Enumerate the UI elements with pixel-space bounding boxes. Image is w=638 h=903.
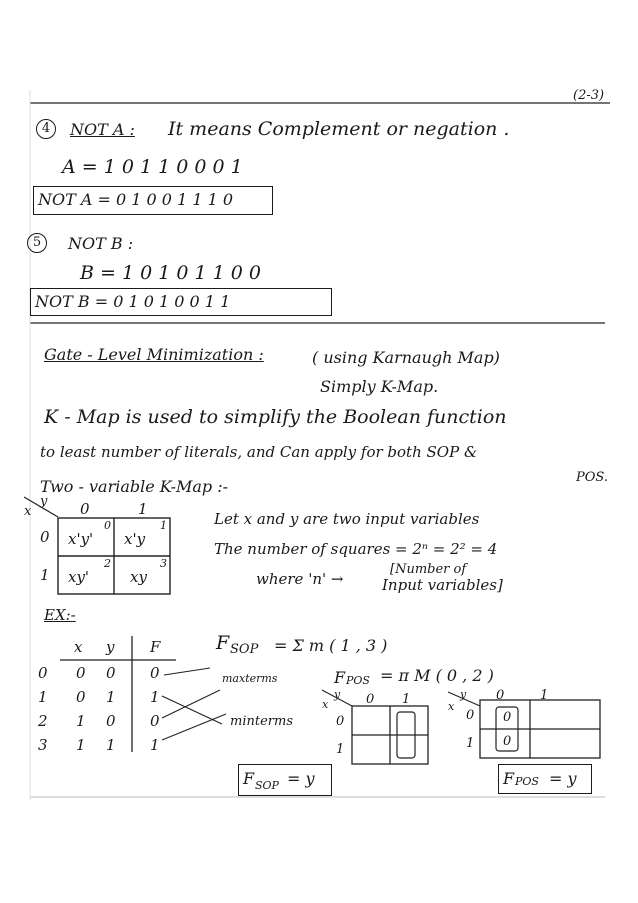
kmap-row-1: 1: [40, 566, 50, 584]
pos-kmap-x: x: [448, 700, 455, 713]
fpos-sub: POS: [346, 674, 370, 687]
row-index-0: 0: [38, 664, 48, 682]
pos-kmap-y: y: [460, 688, 467, 701]
row-1-x: 0: [76, 688, 86, 706]
kmap-cell-3: xy: [130, 568, 147, 586]
sop-kmap-x: x: [322, 698, 329, 711]
example-label: EX:-: [44, 606, 76, 624]
not-b-result: NOT B = 0 1 0 1 0 0 1 1: [35, 292, 231, 311]
intro-line-2: to least number of literals, and Can apply for both SOP &: [40, 443, 478, 461]
not-a-label: NOT A :: [70, 120, 135, 139]
table-header-f: F: [150, 638, 161, 656]
row-index-3: 3: [38, 736, 48, 754]
row-1-y: 1: [106, 688, 116, 706]
row-2-y: 0: [106, 712, 116, 730]
pos-kmap-col-0: 0: [496, 688, 505, 703]
sop-kmap-row-1: 1: [336, 742, 345, 757]
row-0-y: 0: [106, 664, 116, 682]
kmap-cell-1: x'y: [124, 530, 146, 548]
pos-cell-2: 0: [503, 734, 512, 749]
not-b-label: NOT B :: [68, 234, 134, 253]
fpos-result-box: [498, 764, 592, 794]
kmap-cell-index-1: 1: [160, 519, 167, 532]
page-number: (2-3): [573, 88, 605, 103]
sop-kmap-col-0: 0: [366, 692, 375, 707]
kmap-corner-y: y: [40, 494, 48, 509]
fpos-result-f: F: [503, 769, 515, 788]
bracket-line-2: Input variables]: [382, 576, 503, 594]
table-header-y: y: [106, 638, 115, 656]
kmap-cell-index-3: 3: [160, 557, 167, 570]
row-3-y: 1: [106, 736, 116, 754]
a-equation: A = 1 0 1 1 0 0 0 1: [62, 156, 243, 178]
row-0-x: 0: [76, 664, 86, 682]
fpos-rhs: = π M ( 0 , 2 ): [380, 666, 494, 685]
maxterms-label: maxterms: [222, 672, 278, 685]
fsop-result-rhs: = y: [287, 769, 315, 788]
two-variable-heading: Two - variable K-Map :-: [40, 477, 229, 496]
simply-kmap: Simply K-Map.: [320, 377, 439, 396]
squares-line: The number of squares = 2ⁿ = 2² = 4: [214, 540, 498, 558]
kmap-cell-index-0: 0: [104, 519, 111, 532]
pos-kmap-row-0: 0: [466, 708, 475, 723]
kmap-cell-index-2: 2: [104, 557, 111, 570]
pos-cell-0: 0: [503, 710, 512, 725]
intro-line-3: POS.: [576, 470, 608, 485]
table-header-x: x: [74, 638, 83, 656]
kmap-row-0: 0: [40, 528, 50, 546]
fsop-rhs: = Σ m ( 1 , 3 ): [274, 636, 388, 655]
not-a-description: It means Complement or negation .: [168, 118, 510, 140]
sop-kmap-row-0: 0: [336, 714, 345, 729]
fpos-result-sub: POS: [515, 775, 539, 788]
fsop-result-box: [238, 764, 332, 796]
kmap-col-1: 1: [138, 500, 148, 518]
fpos-f: F: [334, 668, 346, 687]
row-2-f: 0: [150, 712, 160, 730]
kmap-cell-0: x'y': [68, 530, 94, 548]
row-3-x: 1: [76, 736, 86, 754]
row-1-f: 1: [150, 688, 160, 706]
item-number-4: 4: [36, 119, 56, 139]
kmap-cell-2: xy': [68, 568, 90, 586]
row-index-1: 1: [38, 688, 48, 706]
row-0-f: 0: [150, 664, 160, 682]
where-line: where 'n' →: [256, 570, 344, 588]
fsop-f: F: [216, 632, 230, 654]
kmap-col-0: 0: [80, 500, 90, 518]
row-3-f: 1: [150, 736, 160, 754]
minterms-label: minterms: [230, 714, 293, 729]
gate-level-title: Gate - Level Minimization :: [44, 345, 264, 364]
intro-line-1: K - Map is used to simplify the Boolean function: [44, 406, 507, 428]
let-line: Let x and y are two input variables: [214, 510, 480, 528]
karnaugh-paren: ( using Karnaugh Map): [312, 348, 500, 367]
fpos-result-rhs: = y: [549, 769, 577, 788]
b-equation: B = 1 0 1 0 1 1 0 0: [80, 262, 261, 284]
row-2-x: 1: [76, 712, 86, 730]
sop-kmap-col-1: 1: [402, 692, 411, 707]
fsop-sub: SOP: [230, 642, 259, 657]
bracket-line-1: [Number of: [390, 562, 467, 577]
fsop-result-f: F: [243, 769, 255, 788]
item-number-5: 5: [27, 233, 47, 253]
not-a-result: NOT A = 0 1 0 0 1 1 1 0: [38, 190, 234, 209]
pos-kmap-col-1: 1: [540, 688, 549, 703]
pos-kmap-row-1: 1: [466, 736, 475, 751]
row-index-2: 2: [38, 712, 48, 730]
fsop-result-sub: SOP: [255, 779, 279, 792]
sop-kmap-y: y: [334, 688, 341, 701]
kmap-corner-x: x: [24, 504, 32, 519]
